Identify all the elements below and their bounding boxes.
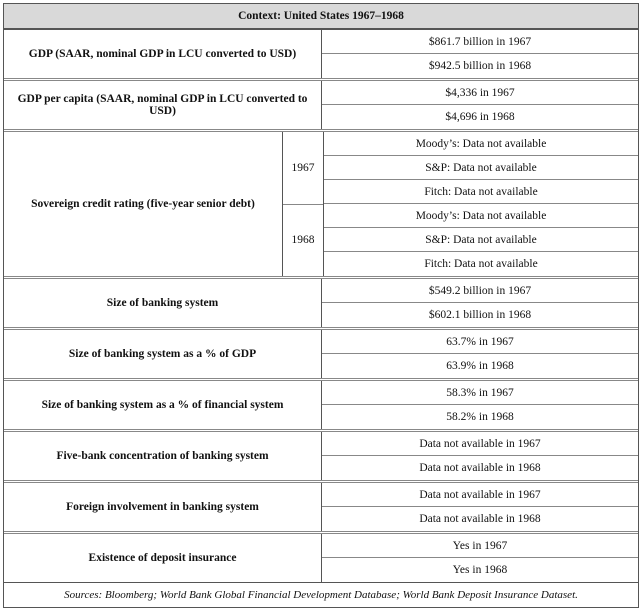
gdp-per-capita-section [4,81,638,132]
gdp-per-capita-1968: $4,696 in 1968 [445,111,515,123]
deposit-label: Existence of deposit insurance [4,534,322,582]
bank-size-1968: $602.1 billion in 1968 [428,309,532,321]
credit-rating-label: Sovereign credit rating (five-year senior debt) [4,132,283,276]
sp-1968: S&P: Data not available [324,228,638,252]
gdp-1968: $942.5 billion in 1968 [428,60,532,72]
rating-year-1967: 1967 [283,132,323,205]
bank-gdp-1968: 63.9% in 1968 [446,360,514,372]
foreign-section [4,483,638,534]
gdp-section [4,30,638,81]
moodys-1967: Moody’s: Data not available [324,132,638,156]
credit-rating-section [4,132,638,279]
deposit-1967: Yes in 1967 [322,534,638,558]
bank-financial-section [4,381,638,432]
bank-gdp-section [4,330,638,381]
bank-financial-1968: 58.2% in 1968 [446,411,514,423]
deposit-section [4,534,638,583]
moodys-1968: Moody’s: Data not available [324,204,638,228]
deposit-1968: Yes in 1968 [452,564,508,576]
sources-note: Sources: Bloomberg; World Bank Global Financial Development Database; World Bank Deposit Insurance Dataset. [64,589,578,601]
bank-gdp-1967: 63.7% in 1967 [322,330,638,354]
bank-size-1967: $549.2 billion in 1967 [322,279,638,303]
gdp-per-capita-label: GDP per capita (SAAR, nominal GDP in LCU converted to USD) [4,81,322,129]
gdp-1967: $861.7 billion in 1967 [322,30,638,54]
foreign-1968: Data not available in 1968 [419,513,541,525]
foreign-1967: Data not available in 1967 [322,483,638,507]
bank-gdp-label: Size of banking system as a % of GDP [4,330,322,378]
bank-financial-1967: 58.3% in 1967 [322,381,638,405]
five-bank-1968: Data not available in 1968 [419,462,541,474]
rating-year-1968: 1968 [291,234,315,247]
bank-financial-label: Size of banking system as a % of financial system [4,381,322,429]
context-table [3,3,639,608]
bank-size-section [4,279,638,330]
table-header: Context: United States 1967–1968 [4,4,638,30]
foreign-label: Foreign involvement in banking system [4,483,322,531]
fitch-1967: Fitch: Data not available [324,180,638,204]
five-bank-label: Five-bank concentration of banking system [4,432,322,480]
bank-size-label: Size of banking system [4,279,322,327]
fitch-1968: Fitch: Data not available [424,258,538,270]
gdp-per-capita-1967: $4,336 in 1967 [322,81,638,105]
five-bank-1967: Data not available in 1967 [322,432,638,456]
gdp-label: GDP (SAAR, nominal GDP in LCU converted to USD) [4,30,322,78]
five-bank-section [4,432,638,483]
sp-1967: S&P: Data not available [324,156,638,180]
